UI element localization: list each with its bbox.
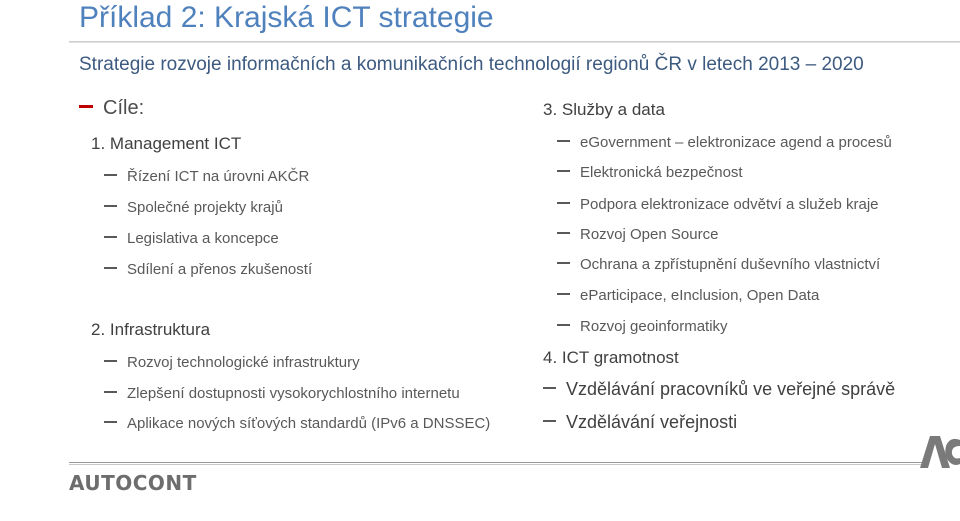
list-item: Rozvoj geoinformatiky bbox=[557, 318, 728, 335]
list-item: eParticipace, eInclusion, Open Data bbox=[557, 287, 819, 304]
list-item: Společné projekty krajů bbox=[104, 199, 283, 216]
dash-bullet-icon bbox=[104, 205, 117, 207]
dash-bullet-icon bbox=[104, 267, 117, 269]
footer-divider-shadow bbox=[69, 464, 924, 465]
dash-bullet-icon bbox=[557, 293, 570, 295]
red-dash-bullet-icon bbox=[79, 105, 93, 108]
list-item: Vzdělávání pracovníků ve veřejné správě bbox=[543, 379, 895, 400]
list-item: Legislativa a koncepce bbox=[104, 230, 279, 247]
list-item: eGovernment – elektronizace agend a procesů bbox=[557, 134, 892, 151]
list-item: Vzdělávání veřejnosti bbox=[543, 412, 737, 433]
dash-bullet-icon bbox=[104, 391, 117, 393]
dash-bullet-icon bbox=[104, 236, 117, 238]
dash-bullet-icon bbox=[104, 360, 117, 362]
section-number: 1. bbox=[91, 134, 106, 153]
section-heading-ict-literacy bbox=[543, 348, 679, 368]
dash-bullet-icon bbox=[557, 324, 570, 326]
dash-bullet-icon bbox=[104, 174, 117, 176]
list-item: Zlepšení dostupnosti vysokorychlostního internetu bbox=[104, 385, 460, 402]
ac-logo-icon bbox=[920, 432, 960, 468]
dash-bullet-icon bbox=[557, 140, 570, 142]
list-item: Aplikace nových síťových standardů (IPv6 a DNSSEC) bbox=[104, 415, 490, 432]
section-title: Infrastruktura bbox=[109, 320, 211, 339]
list-item: Rozvoj technologické infrastruktury bbox=[104, 354, 360, 371]
section-heading-infrastructure bbox=[91, 320, 210, 340]
section-heading-management bbox=[91, 134, 241, 154]
section-title: Služby a data bbox=[561, 100, 665, 119]
autocont-logo: AUTOCONT bbox=[69, 471, 197, 495]
footer-divider bbox=[69, 462, 924, 463]
section-number: 4. bbox=[543, 348, 558, 367]
list-item: Řízení ICT na úrovni AKČR bbox=[104, 168, 309, 185]
list-item: Rozvoj Open Source bbox=[557, 226, 718, 243]
slide-title: Příklad 2: Krajská ICT strategie bbox=[79, 1, 494, 34]
dash-bullet-icon bbox=[557, 202, 570, 204]
list-item: Elektronická bezpečnost bbox=[557, 164, 743, 181]
section-title: ICT gramotnost bbox=[561, 348, 679, 367]
dash-bullet-icon bbox=[543, 420, 556, 422]
dash-bullet-icon bbox=[104, 421, 117, 423]
list-item: Ochrana a zpřístupnění duševního vlastnictví bbox=[557, 256, 880, 273]
slide-subtitle: Strategie rozvoje informačních a komunikačních technologií regionů ČR v letech 2013 – 2020 bbox=[79, 54, 864, 75]
list-item: Podpora elektronizace odvětví a služeb kraje bbox=[557, 196, 879, 213]
title-divider-shadow bbox=[69, 42, 960, 43]
dash-bullet-icon bbox=[557, 262, 570, 264]
section-title: Management ICT bbox=[109, 134, 242, 153]
list-item: Sdílení a přenos zkušeností bbox=[104, 261, 312, 278]
section-heading-services bbox=[543, 100, 665, 120]
section-number: 3. bbox=[543, 100, 558, 119]
dash-bullet-icon bbox=[557, 170, 570, 172]
goals-heading-text: Cíle: bbox=[103, 97, 145, 119]
section-number: 2. bbox=[91, 320, 106, 339]
dash-bullet-icon bbox=[543, 387, 556, 389]
dash-bullet-icon bbox=[557, 232, 570, 234]
goals-heading bbox=[79, 97, 144, 120]
